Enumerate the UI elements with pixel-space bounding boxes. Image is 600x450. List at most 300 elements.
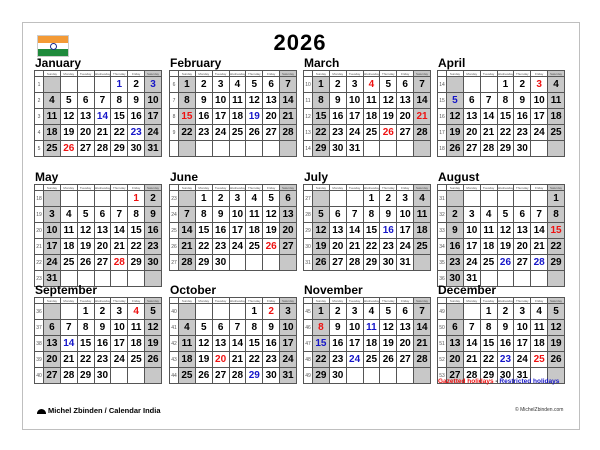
day-cell: 25 [480, 255, 497, 271]
day-cell: 12 [380, 320, 397, 336]
day-cell: 28 [414, 352, 431, 368]
day-header: Sunday [313, 185, 330, 191]
day-cell: 8 [195, 207, 212, 223]
week-number: 9 [170, 125, 179, 141]
day-header: Wednesday [363, 298, 380, 303]
month-name: August [438, 170, 480, 184]
day-cell: 12 [195, 336, 212, 352]
day-cell: 26 [447, 141, 464, 157]
day-cell: 6 [263, 77, 280, 93]
day-cell: 25 [531, 352, 548, 368]
day-header: Monday [463, 71, 480, 77]
day-cell: 8 [246, 320, 263, 336]
day-cell: 14 [414, 93, 431, 109]
week-row [438, 125, 565, 141]
day-cell: 23 [263, 352, 280, 368]
day-cell: 24 [44, 255, 61, 271]
day-cell: 30 [497, 368, 514, 384]
month-block [303, 56, 431, 157]
week-number: 35 [438, 255, 447, 271]
day-cell: 21 [60, 352, 77, 368]
day-cell: 5 [77, 207, 94, 223]
day-cell: 15 [179, 109, 196, 125]
week-row [170, 93, 297, 109]
day-cell: 10 [514, 320, 531, 336]
day-cell [229, 304, 246, 320]
week-number: 22 [35, 255, 44, 271]
week-row [438, 207, 565, 223]
day-cell: 13 [44, 336, 61, 352]
day-cell: 17 [44, 239, 61, 255]
day-cell: 16 [145, 223, 162, 239]
day-cell: 18 [60, 239, 77, 255]
week-number: 51 [438, 336, 447, 352]
day-cell: 11 [548, 93, 565, 109]
day-cell: 6 [280, 191, 297, 207]
day-cell: 2 [329, 304, 346, 320]
day-cell [280, 255, 297, 271]
month-name: April [438, 56, 466, 70]
day-cell [111, 191, 128, 207]
day-cell: 31 [280, 368, 297, 384]
day-cell: 19 [263, 223, 280, 239]
day-cell: 14 [229, 336, 246, 352]
week-row [35, 239, 162, 255]
day-cell: 19 [246, 109, 263, 125]
day-header: Sunday [44, 298, 61, 304]
week-row [438, 141, 565, 157]
day-cell: 20 [397, 109, 414, 125]
week-row [35, 93, 162, 109]
day-cell: 30 [263, 368, 280, 384]
day-cell: 28 [531, 255, 548, 271]
day-cell: 5 [447, 93, 464, 109]
legend-separator: - [493, 378, 500, 385]
day-cell: 27 [329, 255, 346, 271]
month-name: March [304, 56, 340, 70]
day-cell: 28 [346, 255, 363, 271]
week-row [304, 141, 431, 157]
day-cell: 8 [313, 320, 330, 336]
week-row [304, 239, 431, 255]
day-cell: 27 [44, 368, 61, 384]
day-cell: 14 [480, 109, 497, 125]
week-row [304, 223, 431, 239]
day-header: Tuesday [77, 185, 94, 191]
day-cell: 19 [380, 336, 397, 352]
day-cell: 1 [313, 77, 330, 93]
day-header: Monday [329, 185, 346, 191]
week-row [35, 77, 162, 93]
day-cell: 11 [480, 223, 497, 239]
week-row [438, 223, 565, 239]
day-header: Thursday [111, 298, 128, 304]
day-cell: 2 [212, 191, 229, 207]
day-header: Monday [60, 71, 77, 77]
week-number: 19 [35, 207, 44, 223]
day-cell: 2 [447, 207, 464, 223]
month-block [169, 170, 297, 271]
day-cell: 1 [111, 77, 128, 93]
day-cell: 3 [212, 77, 229, 93]
day-cell: 26 [77, 255, 94, 271]
day-header: Wednesday [94, 71, 111, 76]
day-cell: 29 [363, 255, 380, 271]
day-cell: 7 [414, 77, 431, 93]
day-cell: 27 [280, 239, 297, 255]
week-number: 30 [304, 239, 313, 255]
week-number: 31 [304, 255, 313, 271]
week-row [304, 336, 431, 352]
day-header: Saturday [145, 298, 162, 304]
day-header: Sunday [179, 185, 196, 191]
day-cell: 7 [60, 320, 77, 336]
day-cell: 27 [212, 368, 229, 384]
day-cell: 13 [447, 336, 464, 352]
day-cell [414, 255, 431, 271]
day-cell [480, 77, 497, 93]
day-header: Wednesday [497, 71, 514, 76]
day-header: Sunday [447, 185, 464, 191]
day-cell: 30 [514, 141, 531, 157]
day-cell [111, 368, 128, 384]
week-number: 27 [304, 191, 313, 207]
footer-credit-text: Michel Zbinden / Calendar India [48, 406, 161, 415]
month-name: June [170, 170, 199, 184]
day-cell: 22 [480, 352, 497, 368]
day-header: Saturday [414, 298, 431, 304]
day-cell: 7 [111, 207, 128, 223]
day-cell: 26 [380, 125, 397, 141]
day-cell: 15 [313, 109, 330, 125]
day-header: Wednesday [229, 71, 246, 76]
day-cell [346, 191, 363, 207]
day-cell [280, 141, 297, 157]
day-cell: 18 [414, 223, 431, 239]
day-header: Thursday [514, 185, 531, 191]
day-cell: 26 [313, 255, 330, 271]
week-row [438, 304, 565, 320]
day-cell: 23 [497, 352, 514, 368]
day-cell: 17 [463, 239, 480, 255]
day-cell [60, 77, 77, 93]
day-cell: 2 [195, 77, 212, 93]
week-row [170, 109, 297, 125]
day-cell: 10 [346, 93, 363, 109]
day-cell: 23 [329, 125, 346, 141]
day-cell: 6 [44, 320, 61, 336]
day-cell: 15 [128, 223, 145, 239]
day-cell: 23 [380, 239, 397, 255]
day-cell [414, 368, 431, 384]
day-cell: 14 [94, 109, 111, 125]
day-cell: 1 [313, 304, 330, 320]
day-cell: 5 [313, 207, 330, 223]
day-header: Saturday [145, 71, 162, 77]
day-cell: 24 [280, 352, 297, 368]
day-cell: 8 [128, 207, 145, 223]
week-row [438, 109, 565, 125]
day-cell: 13 [263, 93, 280, 109]
day-cell: 18 [179, 352, 196, 368]
day-cell: 28 [111, 255, 128, 271]
day-cell: 17 [397, 223, 414, 239]
day-cell: 18 [363, 336, 380, 352]
day-cell: 18 [44, 125, 61, 141]
week-row [304, 191, 431, 207]
day-cell: 11 [128, 320, 145, 336]
day-cell: 3 [346, 77, 363, 93]
week-row [438, 352, 565, 368]
day-cell: 28 [280, 125, 297, 141]
day-header: Monday [463, 298, 480, 304]
day-header: Tuesday [480, 71, 497, 77]
week-number: 25 [170, 223, 179, 239]
month-name: September [35, 283, 98, 297]
day-cell: 30 [128, 141, 145, 157]
week-number: 20 [35, 223, 44, 239]
month-block [169, 283, 297, 384]
month-table [34, 297, 162, 384]
day-cell: 15 [246, 336, 263, 352]
week-number: 29 [304, 223, 313, 239]
day-header: Thursday [246, 71, 263, 77]
legend-gazetted: Gazetted holidays [438, 378, 494, 385]
week-number: 44 [170, 368, 179, 384]
day-cell: 2 [497, 304, 514, 320]
day-cell: 30 [380, 255, 397, 271]
day-header: Saturday [548, 185, 565, 191]
day-cell: 26 [380, 352, 397, 368]
week-row [304, 320, 431, 336]
week-number: 6 [170, 77, 179, 93]
day-cell: 7 [280, 77, 297, 93]
day-header: Tuesday [480, 298, 497, 304]
week-number: 49 [304, 368, 313, 384]
day-cell: 11 [44, 109, 61, 125]
week-row [170, 255, 297, 271]
day-cell: 12 [263, 207, 280, 223]
month-name: November [304, 283, 363, 297]
day-cell [229, 255, 246, 271]
day-cell: 4 [229, 77, 246, 93]
month-block [169, 56, 297, 157]
day-header: Sunday [447, 298, 464, 304]
month-block [437, 170, 565, 287]
day-cell: 31 [145, 141, 162, 157]
day-cell: 23 [447, 255, 464, 271]
week-number: 43 [170, 352, 179, 368]
day-cell: 3 [531, 77, 548, 93]
day-cell: 27 [77, 141, 94, 157]
day-header: Friday [531, 185, 548, 191]
day-cell: 1 [179, 77, 196, 93]
day-cell: 22 [313, 125, 330, 141]
month-block [437, 56, 565, 157]
day-header: Saturday [548, 71, 565, 77]
day-cell: 9 [497, 320, 514, 336]
month-name: February [170, 56, 222, 70]
day-cell: 11 [246, 207, 263, 223]
day-cell: 24 [212, 125, 229, 141]
week-row [35, 109, 162, 125]
day-cell: 19 [497, 239, 514, 255]
day-cell: 18 [229, 109, 246, 125]
day-header: Monday [463, 185, 480, 191]
day-cell: 22 [111, 125, 128, 141]
day-cell: 1 [246, 304, 263, 320]
week-row [304, 77, 431, 93]
day-cell: 22 [77, 352, 94, 368]
day-cell: 27 [447, 368, 464, 384]
day-cell: 14 [280, 93, 297, 109]
week-number: 14 [304, 141, 313, 157]
week-number: 36 [35, 304, 44, 320]
day-cell [514, 191, 531, 207]
week-number: 46 [304, 320, 313, 336]
day-cell: 2 [128, 77, 145, 93]
day-cell [397, 141, 414, 157]
week-number: 37 [35, 320, 44, 336]
week-row [304, 368, 431, 384]
day-cell: 18 [480, 239, 497, 255]
day-cell: 5 [497, 207, 514, 223]
week-number: 48 [304, 352, 313, 368]
day-cell: 14 [111, 223, 128, 239]
day-cell: 6 [447, 320, 464, 336]
week-number: 45 [304, 304, 313, 320]
day-cell: 30 [447, 271, 464, 287]
day-cell: 8 [497, 93, 514, 109]
day-cell: 30 [94, 368, 111, 384]
month-table [169, 70, 297, 157]
day-header: Friday [128, 71, 145, 77]
day-cell [195, 141, 212, 157]
day-cell: 2 [514, 77, 531, 93]
day-cell: 9 [447, 223, 464, 239]
day-header: Sunday [44, 185, 61, 191]
footer-website: © MichelZbinden.com [515, 407, 564, 413]
week-row [438, 93, 565, 109]
day-header: Thursday [380, 185, 397, 191]
week-number: 42 [170, 336, 179, 352]
day-cell: 24 [463, 255, 480, 271]
day-cell: 27 [94, 255, 111, 271]
day-cell [246, 255, 263, 271]
day-cell: 17 [514, 336, 531, 352]
day-cell: 22 [548, 239, 565, 255]
day-cell: 4 [60, 207, 77, 223]
month-name: December [438, 283, 497, 297]
day-cell: 12 [447, 109, 464, 125]
day-cell: 20 [94, 239, 111, 255]
day-cell [480, 191, 497, 207]
day-cell: 29 [195, 255, 212, 271]
day-cell: 6 [463, 93, 480, 109]
day-cell: 10 [229, 207, 246, 223]
day-cell: 29 [128, 255, 145, 271]
day-cell: 10 [531, 93, 548, 109]
month-block [34, 170, 162, 287]
day-cell: 10 [212, 93, 229, 109]
day-cell: 23 [212, 239, 229, 255]
day-cell: 7 [229, 320, 246, 336]
legend-restricted: Restricted holidays [499, 378, 560, 385]
day-cell [229, 141, 246, 157]
day-cell [145, 368, 162, 384]
day-cell: 20 [329, 239, 346, 255]
day-header: Sunday [447, 71, 464, 77]
day-cell [179, 141, 196, 157]
month-table [34, 184, 162, 287]
week-row [35, 352, 162, 368]
day-cell [60, 304, 77, 320]
day-cell: 26 [548, 352, 565, 368]
day-cell [463, 77, 480, 93]
day-cell: 11 [179, 336, 196, 352]
day-cell: 16 [128, 109, 145, 125]
day-cell: 9 [329, 93, 346, 109]
day-cell: 28 [463, 368, 480, 384]
day-header: Monday [195, 185, 212, 191]
day-cell: 25 [414, 239, 431, 255]
day-cell: 6 [397, 77, 414, 93]
day-cell: 5 [380, 304, 397, 320]
day-header: Monday [329, 71, 346, 77]
week-number: 33 [438, 223, 447, 239]
day-header: Tuesday [346, 185, 363, 191]
week-row [170, 223, 297, 239]
day-cell: 26 [60, 141, 77, 157]
week-number: 53 [438, 368, 447, 384]
day-cell: 28 [229, 368, 246, 384]
day-cell: 8 [548, 207, 565, 223]
day-cell [44, 77, 61, 93]
day-cell: 29 [480, 368, 497, 384]
day-header: Saturday [145, 185, 162, 191]
day-cell [179, 304, 196, 320]
day-cell: 23 [329, 352, 346, 368]
day-header: Monday [60, 298, 77, 304]
day-cell: 11 [531, 320, 548, 336]
day-cell: 21 [480, 125, 497, 141]
day-cell: 15 [548, 223, 565, 239]
day-cell: 15 [497, 109, 514, 125]
week-row [304, 255, 431, 271]
day-cell: 3 [397, 191, 414, 207]
week-number: 32 [438, 207, 447, 223]
day-cell: 18 [548, 109, 565, 125]
day-cell: 23 [128, 125, 145, 141]
week-number: 23 [170, 191, 179, 207]
day-cell: 7 [463, 320, 480, 336]
day-cell: 8 [77, 320, 94, 336]
week-number: 1 [35, 77, 44, 93]
week-row [304, 109, 431, 125]
month-table [437, 184, 565, 287]
week-row [304, 304, 431, 320]
day-cell: 22 [128, 239, 145, 255]
day-cell: 17 [280, 336, 297, 352]
day-cell: 25 [363, 125, 380, 141]
day-cell: 7 [346, 207, 363, 223]
day-cell: 18 [128, 336, 145, 352]
day-header: Thursday [514, 71, 531, 77]
day-cell: 4 [363, 77, 380, 93]
day-header: Friday [531, 298, 548, 304]
day-cell: 24 [346, 352, 363, 368]
day-cell [329, 191, 346, 207]
